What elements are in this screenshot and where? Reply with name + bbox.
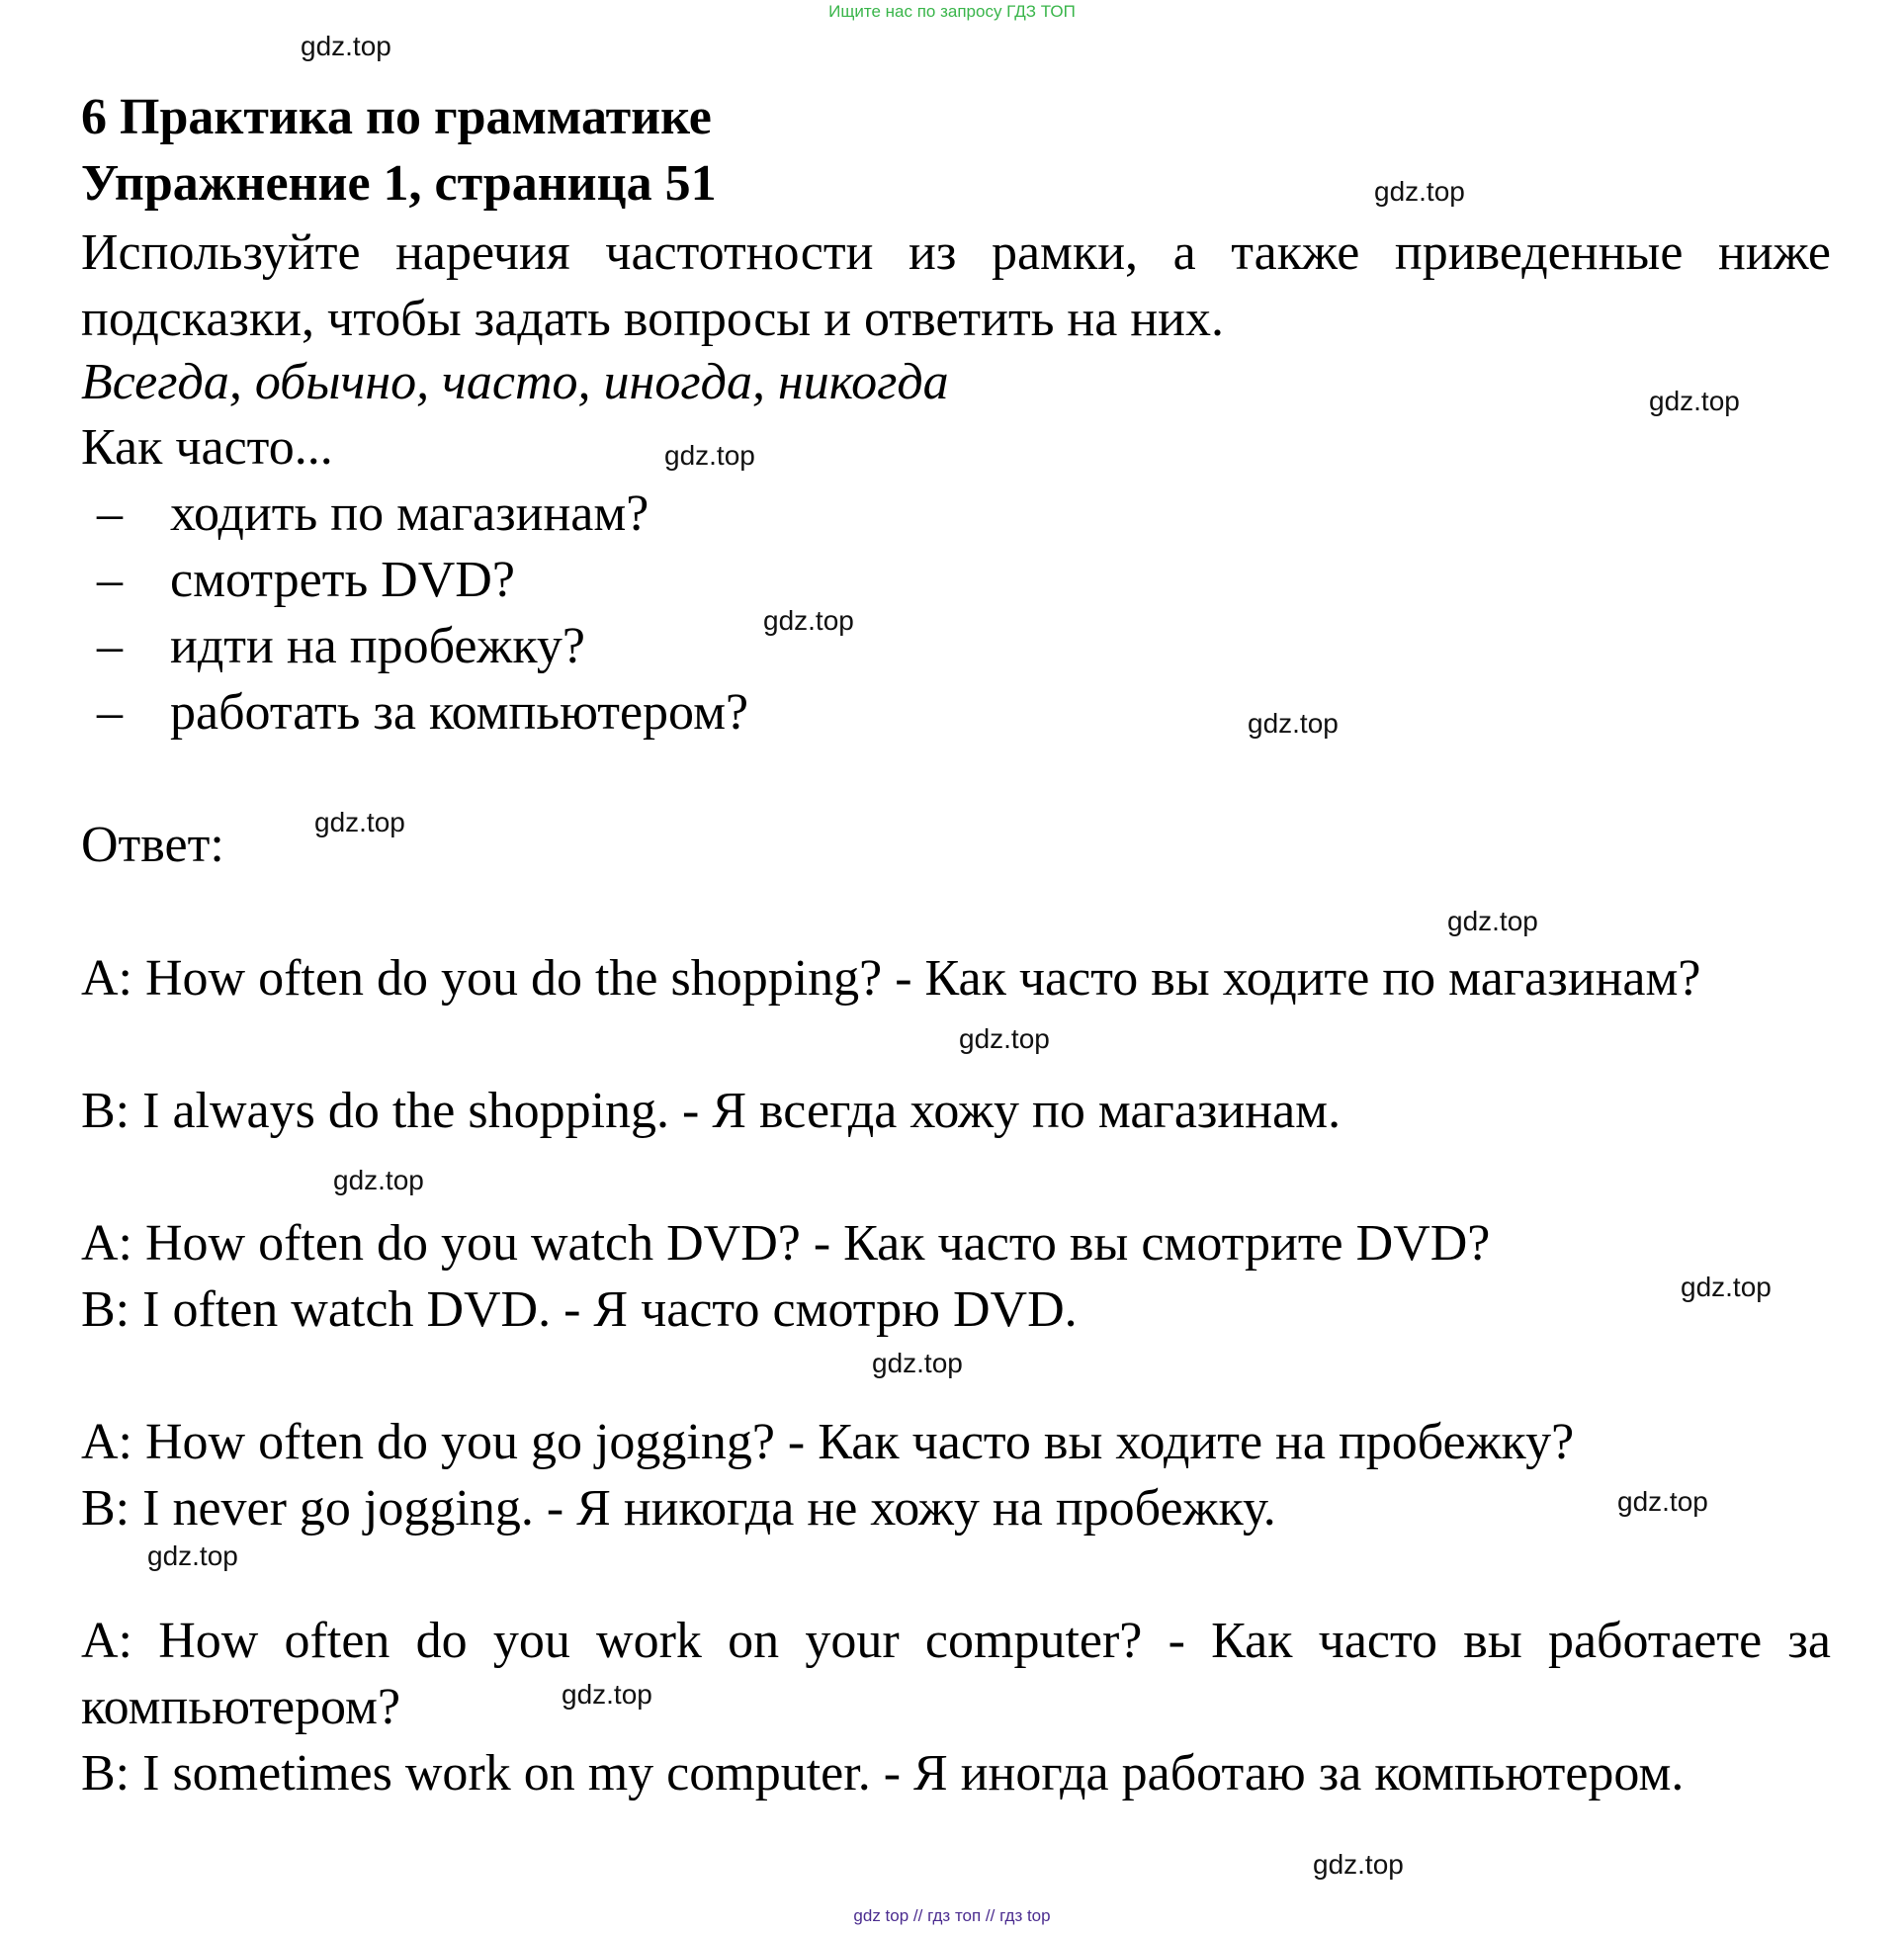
bullet-dash: – [97, 485, 123, 542]
bullet-dash: – [97, 552, 123, 608]
watermark: gdz.top [1649, 386, 1740, 416]
watermark: gdz.top [147, 1540, 238, 1571]
prompt-item: ходить по магазинам? [170, 485, 649, 542]
watermark: gdz.top [333, 1165, 424, 1195]
prompt-item: смотреть DVD? [170, 552, 515, 608]
dialogue-b: B: I always do the shopping. - Я всегда хожу по магазинам. [81, 1083, 1341, 1139]
exercise-title: Упражнение 1, страница 51 [81, 155, 717, 212]
watermark: gdz.top [1313, 1849, 1404, 1880]
top-banner[interactable]: Ищите нас по запросу ГДЗ ТОП [828, 2, 1076, 21]
watermark: gdz.top [1681, 1272, 1772, 1302]
dialogue-b: B: I sometimes work on my computer. - Я иногда работаю за компьютером. [81, 1745, 1685, 1802]
prompt-item: работать за компьютером? [170, 684, 749, 741]
dialogue-b: B: I often watch DVD. - Я часто смотрю DVD. [81, 1281, 1078, 1338]
watermark: gdz.top [763, 605, 854, 636]
watermark: gdz.top [1617, 1486, 1708, 1517]
section-title: 6 Практика по грамматике [81, 89, 712, 145]
bullet-dash: – [97, 618, 123, 674]
watermark: gdz.top [664, 440, 755, 471]
instruction-text: Используйте наречия частотности из рамки, а также приведенные ниже подсказки, чтобы задать вопросы и ответить на них. [81, 224, 1831, 347]
bullet-dash: – [97, 684, 123, 741]
watermark: gdz.top [1248, 708, 1339, 739]
watermark: gdz.top [562, 1679, 652, 1710]
dialogue-b: B: I never go jogging. - Я никогда не хожу на пробежку. [81, 1480, 1276, 1537]
prompt-item: идти на пробежку? [170, 618, 585, 674]
adverbs-list: Всегда, обычно, часто, иногда, никогда [81, 354, 949, 410]
dialogue-a: A: How often do you go jogging? - Как часто вы ходите на пробежку? [81, 1414, 1575, 1470]
watermark: gdz.top [1447, 906, 1538, 936]
watermark: gdz.top [301, 31, 391, 61]
watermark: gdz.top [1374, 176, 1465, 207]
watermark: gdz.top [959, 1023, 1050, 1054]
dialogue-a: A: How often do you work on your computer? - Как часто вы работаете за компьютером? [81, 1613, 1831, 1735]
footer-banner[interactable]: gdz top // гдз топ // гдз top [853, 1906, 1051, 1925]
watermark: gdz.top [872, 1348, 963, 1378]
dialogue-a: A: How often do you do the shopping? - Как часто вы ходите по магазинам? [81, 950, 1701, 1007]
watermark: gdz.top [314, 807, 405, 837]
dialogue-a: A: How often do you watch DVD? - Как часто вы смотрите DVD? [81, 1215, 1491, 1272]
answer-label: Ответ: [81, 817, 224, 873]
prompt-intro: Как часто... [81, 419, 333, 476]
